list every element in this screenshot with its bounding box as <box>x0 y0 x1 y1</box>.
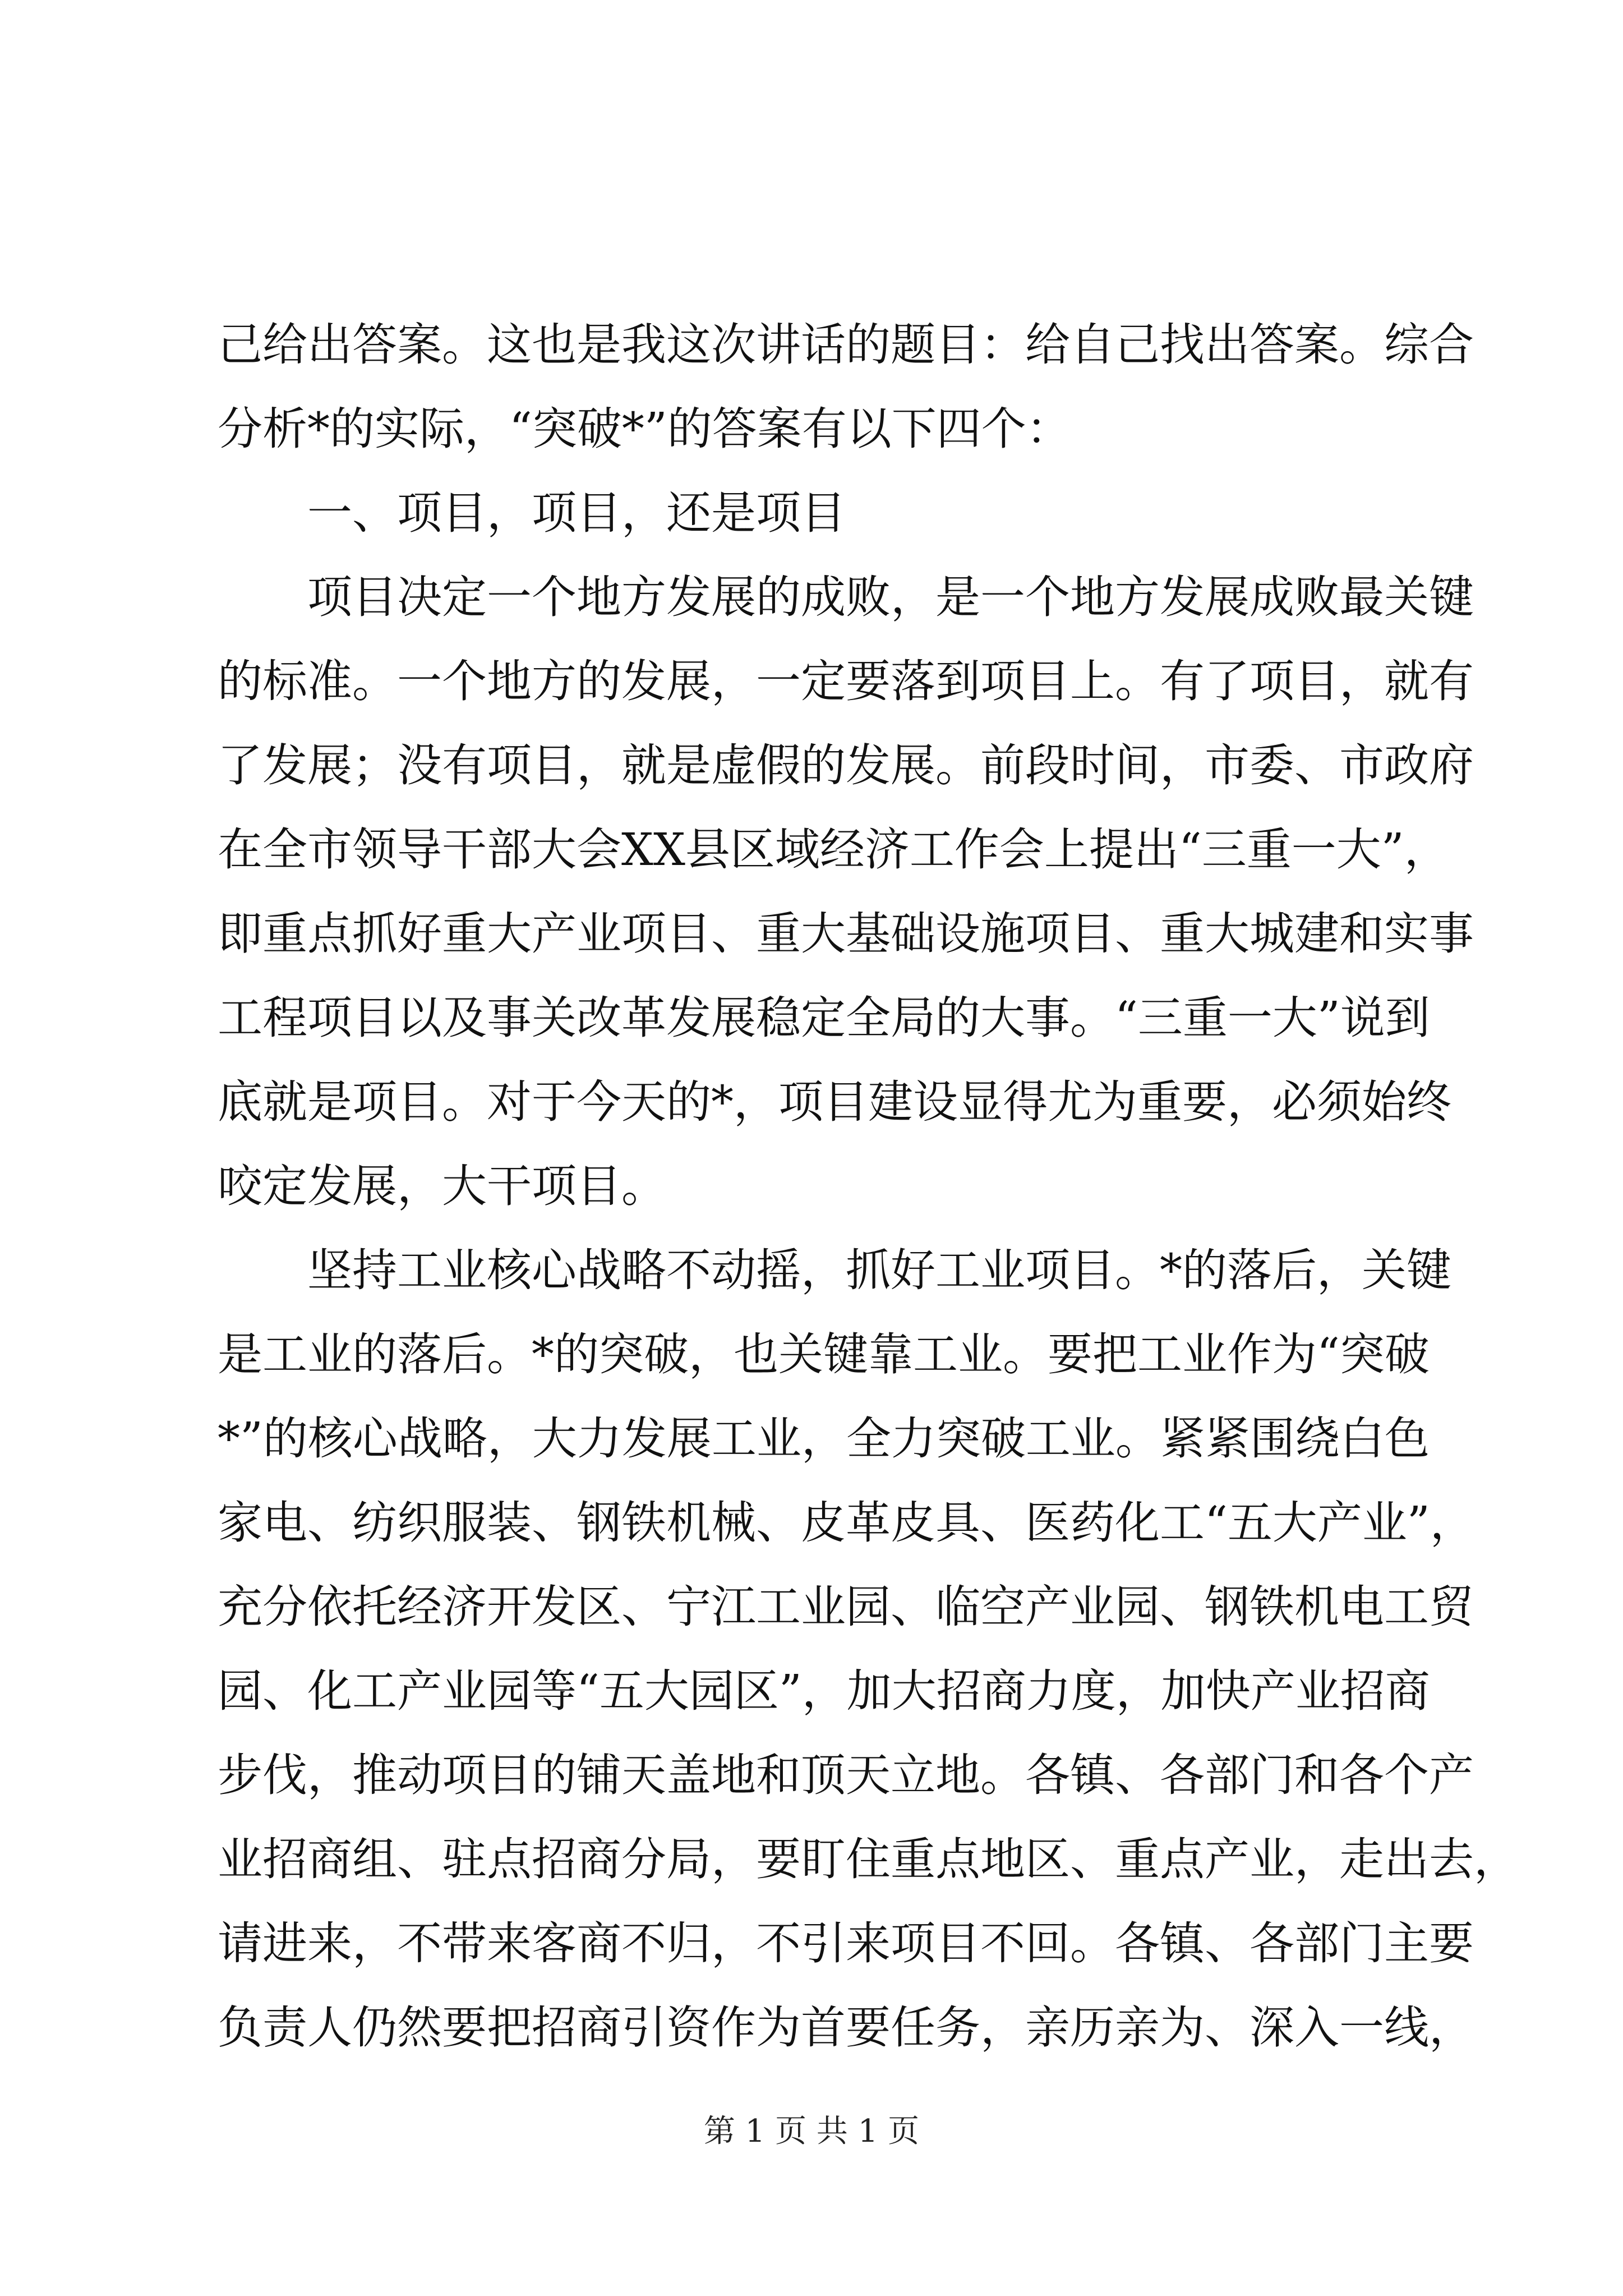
text-line: 充分依托经济开发区、宁江工业园、临空产业园、钢铁机电工贸 <box>218 1581 1474 1633</box>
document-body <box>218 303 1519 2070</box>
text-line: 请进来，不带来客商不归，不引来项目不回。各镇、各部门主要 <box>218 1917 1474 1970</box>
text-line: 步伐，推动项目的铺天盖地和顶天立地。各镇、各部门和各个产 <box>218 1749 1474 1801</box>
text-line: 的标准。一个地方的发展，一定要落到项目上。有了项目，就有 <box>218 655 1474 707</box>
text-line: 园、化工产业园等“五大园区”，加大招商力度，加快产业招商 <box>218 1665 1430 1717</box>
text-line: 是工业的落后。*的突破，也关键靠工业。要把工业作为“突破 <box>218 1328 1430 1381</box>
text-line: 业招商组、驻点招商分局，要盯住重点地区、重点产业，走出去， <box>218 1833 1519 1885</box>
text-line: 在全市领导干部大会XX县区域经济工作会上提出“三重一大”， <box>218 823 1449 876</box>
page-footer: 第 1 页 共 1 页 <box>703 2113 920 2150</box>
text-line: 咬定发展，大干项目。 <box>218 1160 666 1212</box>
text-line: 家电、纺织服装、钢铁机械、皮革皮具、医药化工“五大产业”， <box>218 1497 1475 1549</box>
text-line: 工程项目以及事关改革发展稳定全局的大事。“三重一大”说到 <box>218 992 1430 1044</box>
text-line: 己给出答案。这也是我这次讲话的题目：给自己找出答案。综合 <box>218 319 1474 371</box>
text-line: 坚持工业核心战略不动摇，抓好工业项目。*的落后，关键 <box>307 1244 1451 1296</box>
text-line: 一、项目，项目，还是项目 <box>307 487 846 539</box>
text-line: 了发展；没有项目，就是虚假的发展。前段时间，市委、市政府 <box>218 739 1474 792</box>
text-line: *”的核心战略，大力发展工业，全力突破工业。紧紧围绕白色 <box>218 1412 1430 1465</box>
text-line: 项目决定一个地方发展的成败，是一个地方发展成败最关键 <box>307 571 1474 623</box>
text-line: 底就是项目。对于今天的*，项目建设显得尤为重要，必须始终 <box>218 1076 1451 1128</box>
text-line: 分析*的实际，“突破*”的答案有以下四个： <box>218 403 1071 455</box>
text-line: 即重点抓好重大产业项目、重大基础设施项目、重大城建和实事 <box>218 908 1474 960</box>
text-line: 负责人仍然要把招商引资作为首要任务，亲历亲为、深入一线， <box>218 2001 1474 2054</box>
